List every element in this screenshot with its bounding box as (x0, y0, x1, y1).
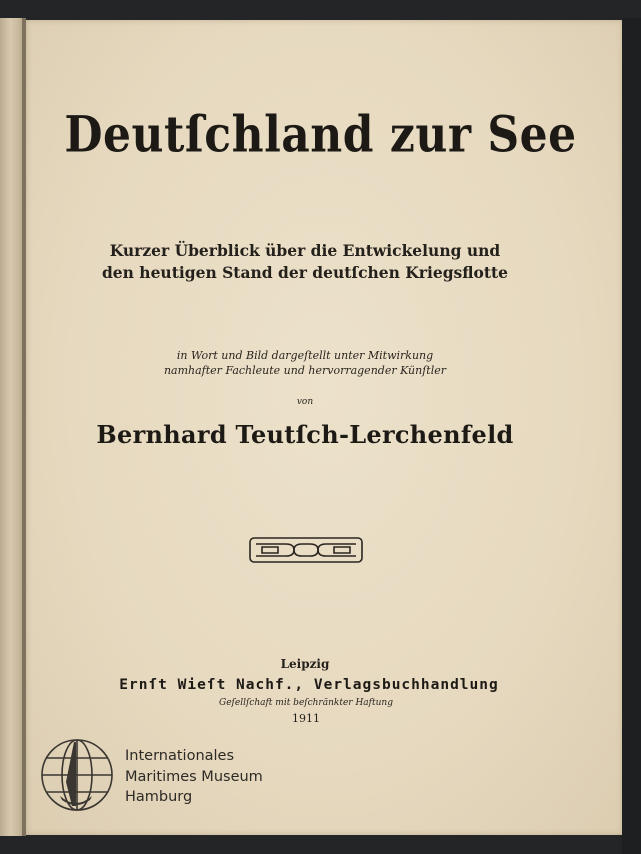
publisher-name: Ernſt Wieſt Nachf., Verlagsbuchhandlung (119, 677, 499, 693)
book-title: Deutſchland zur See (64, 106, 577, 165)
company-type: Geſellſchaft mit beſchränkter Haftung (219, 698, 393, 708)
publication-place: Leipzig (280, 657, 330, 671)
author-name: Bernhard Teutſch-Lerchenfeld (96, 420, 514, 449)
book-subtitle (0, 240, 610, 284)
museum-line-1: Internationales (125, 748, 235, 764)
credits-note (0, 348, 610, 378)
decorative-ornament-icon (248, 534, 364, 566)
credits-line-1: in Wort und Bild dargeſtellt unter Mitwirkung (176, 349, 434, 362)
museum-line-2: Maritimes Museum (125, 768, 263, 785)
subtitle-line-1: Kurzer Überblick über die Entwickelung und (109, 241, 501, 260)
von-label: von (296, 397, 314, 407)
museum-line-3: Hamburg (125, 789, 193, 805)
globe-ship-icon (36, 734, 118, 816)
credits-line-2: namhafter Fachleute und hervorragender Künſtler (163, 364, 447, 377)
museum-watermark (125, 746, 263, 808)
publication-year: 1911 (292, 712, 320, 725)
subtitle-line-2: den heutigen Stand der deutſchen Kriegsflotte (101, 263, 509, 282)
